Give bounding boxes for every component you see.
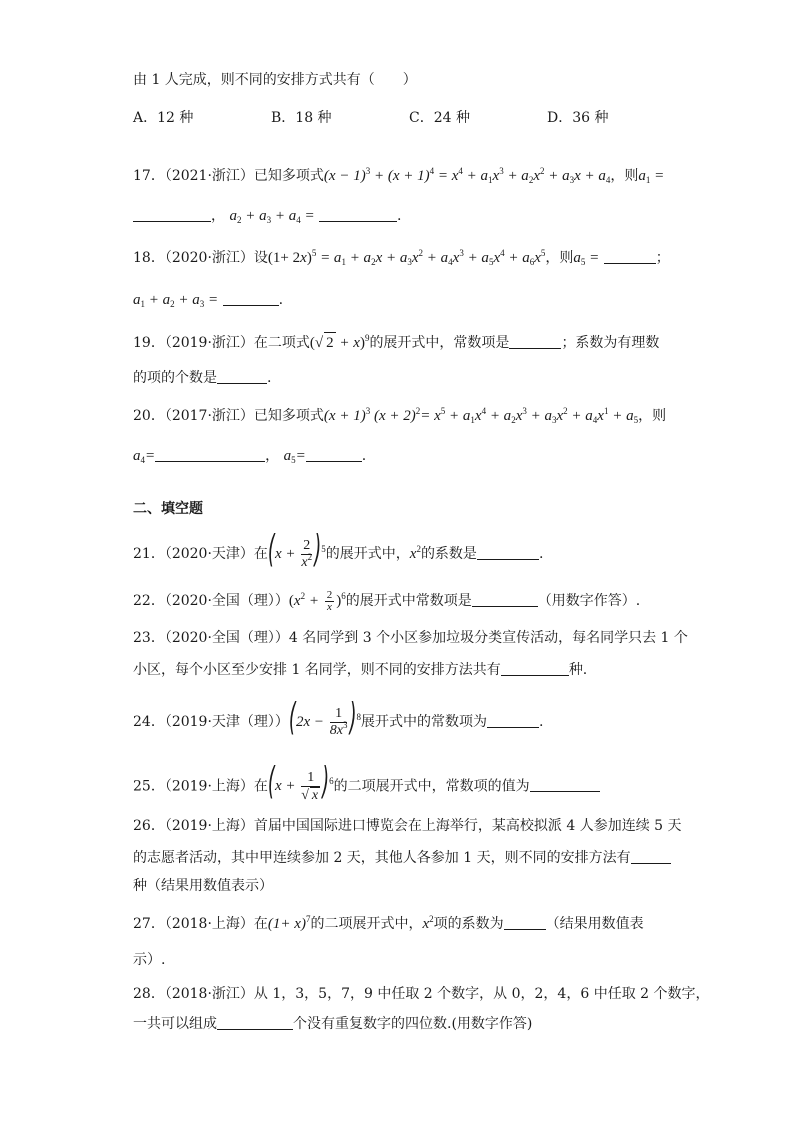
answer-blank[interactable] xyxy=(477,545,539,560)
question-25: 25．（2019·上海）在(x + $\frac{1}{√ x}$ )$^6$的二项展开式中，常数项的值为 xyxy=(133,770,600,804)
question-23: 23．（2020·全国（理））4 名同学到 3 个小区参加垃圾分类宣传活动，每名同学只去 1 个 xyxy=(133,630,688,646)
answer-blank[interactable] xyxy=(631,849,671,864)
answer-blank[interactable] xyxy=(530,777,600,792)
question-21: 21．（2020·天津）在(x + $\frac{2}{x^2}$ )$^5$的展开式中，$x^2$的系数是 . xyxy=(133,527,544,572)
question-19-line2: 的项的个数是 . xyxy=(133,370,272,386)
answer-blank[interactable] xyxy=(487,713,539,728)
option-c[interactable]: C．24 种 xyxy=(409,110,470,126)
question-20: 20．（2017·浙江）已知多项式$(x + 1)^3$ $(x + 2)^2= x^5 + a_1x^4 + a_2x^3 + a_3x^2 + a_4x^1 + a_5$，则 xyxy=(133,406,667,425)
question-18-line2: $a_1 + a_2 + a_3$ = . xyxy=(133,292,284,309)
answer-blank[interactable] xyxy=(504,915,546,930)
question-23-line2: 小区，每个小区至少安排 1 名同学，则不同的安排方法共有 种. xyxy=(133,662,588,678)
section-heading: 二、填空题 xyxy=(133,501,203,517)
option-d[interactable]: D．36 种 xyxy=(547,110,609,126)
question-24: 24．（2019·天津（理））(2x − $\frac{1}{8x^3}$ )$^8$展开式中的常数项为 . xyxy=(133,695,544,740)
question-26-line2: 的志愿者活动，其中甲连续参加 2 天，其他人各参加 1 天，则不同的安排方法有 xyxy=(133,848,671,868)
question-22: 22．（2020·全国（理））($x^2$ + $\frac{2}{x}$ )$^6$的展开式中常数项是 （用数字作答）. xyxy=(133,589,641,613)
question-27-line2: 示）. xyxy=(133,952,166,968)
answer-blank[interactable] xyxy=(509,334,561,349)
answer-blank[interactable] xyxy=(306,447,362,462)
q16-tail: 由 1 人完成，则不同的安排方式共有（ ） xyxy=(133,72,417,88)
question-28-line2: 一共可以组成 个没有重复数字的四位数.(用数字作答) xyxy=(133,1016,533,1032)
answer-blank[interactable] xyxy=(604,249,656,264)
question-26: 26．（2019·上海）首届中国国际进口博览会在上海举行，某高校拟派 4 人参加连续 5 天 xyxy=(133,818,682,834)
answer-blank[interactable] xyxy=(223,291,279,306)
answer-blank[interactable] xyxy=(501,661,569,676)
answer-blank[interactable] xyxy=(155,447,265,462)
question-17-line2: ， $a_2 + a_3 + a_4$ = . xyxy=(133,206,401,226)
answer-blank[interactable] xyxy=(133,207,211,222)
question-18: 18．（2020·浙江）设$(1+ 2x)^5 = a_1 + a_2x + a_3x^2 + a_4x^3 + a_5x^4 + a_6x^5$，则$a_5$ = ； xyxy=(133,248,670,267)
answer-blank[interactable] xyxy=(319,207,397,222)
answer-blank[interactable] xyxy=(217,1015,293,1030)
answer-blank[interactable] xyxy=(472,592,538,607)
question-17: 17．（2021·浙江）已知多项式$(x - 1)^3 + (x + 1)^4 = x^4 + a_1x^3 + a_2x^2 + a_3x + a_4$，则$a_1$ = xyxy=(133,166,665,185)
question-26-line3: 种（结果用数值表示） xyxy=(133,878,273,894)
question-19: 19．（2019·浙江）在二项式(√ 2 + x)$^9$的展开式中，常数项是 ；系数为有理数 xyxy=(133,333,660,351)
option-a[interactable]: A．12 种 xyxy=(133,110,194,126)
question-20-line2: $a_4=$ ， $a_5=$ . xyxy=(133,448,367,465)
answer-blank[interactable] xyxy=(217,369,267,384)
question-27: 27．（2018·上海）在$(1+ x)^7$的二项展开式中，$x^2$项的系数为 （结果用数值表 xyxy=(133,914,644,932)
option-b[interactable]: B．18 种 xyxy=(271,110,332,126)
question-28: 28．（2018·浙江）从 1，3，5，7，9 中任取 2 个数字，从 0，2，4，6 中任取 2 个数字， xyxy=(133,986,710,1002)
